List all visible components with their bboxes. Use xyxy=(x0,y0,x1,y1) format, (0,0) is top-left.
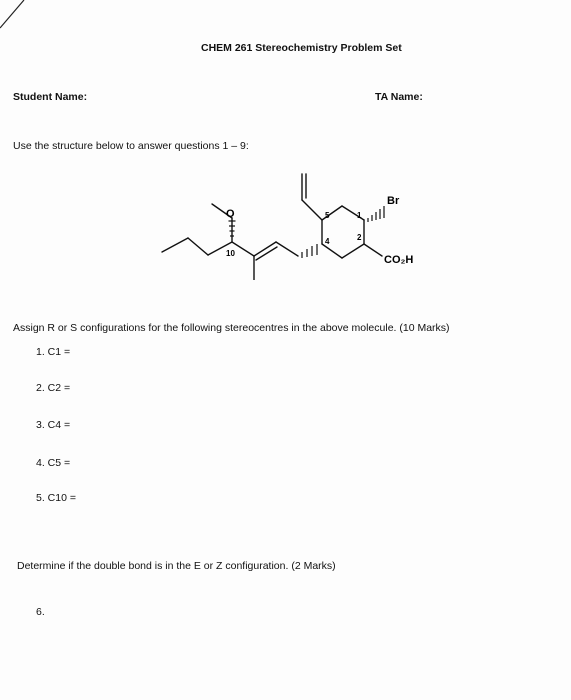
position-1-label: 1 xyxy=(357,211,362,220)
section-2-instructions: Determine if the double bond is in the E or Z configuration. (2 Marks) xyxy=(17,560,336,572)
instructions-text: Use the structure below to answer questions 1 – 9: xyxy=(13,140,249,152)
page-title: CHEM 261 Stereochemistry Problem Set xyxy=(201,42,402,54)
question-6: 6. xyxy=(36,606,45,618)
position-10-label: 10 xyxy=(226,249,235,258)
position-4-label: 4 xyxy=(325,237,330,246)
corner-mark xyxy=(0,0,40,40)
question-c2: 2. C2 = xyxy=(36,382,71,394)
bromine-label: Br xyxy=(387,195,400,207)
molecule-structure xyxy=(150,160,440,280)
student-name-label: Student Name: xyxy=(13,91,88,103)
position-5-label: 5 xyxy=(325,211,330,220)
oxygen-label: O xyxy=(226,208,235,220)
question-c5: 4. C5 = xyxy=(36,457,71,469)
carboxylic-acid-label: CO₂H xyxy=(384,254,414,266)
section-1-instructions: Assign R or S configurations for the following stereocentres in the above molecule. (10 Marks) xyxy=(13,322,450,334)
question-c1: 1. C1 = xyxy=(36,346,71,358)
position-2-label: 2 xyxy=(357,233,362,242)
question-c10: 5. C10 = xyxy=(36,492,76,504)
ta-name-label: TA Name: xyxy=(375,91,423,103)
question-c4: 3. C4 = xyxy=(36,419,71,431)
